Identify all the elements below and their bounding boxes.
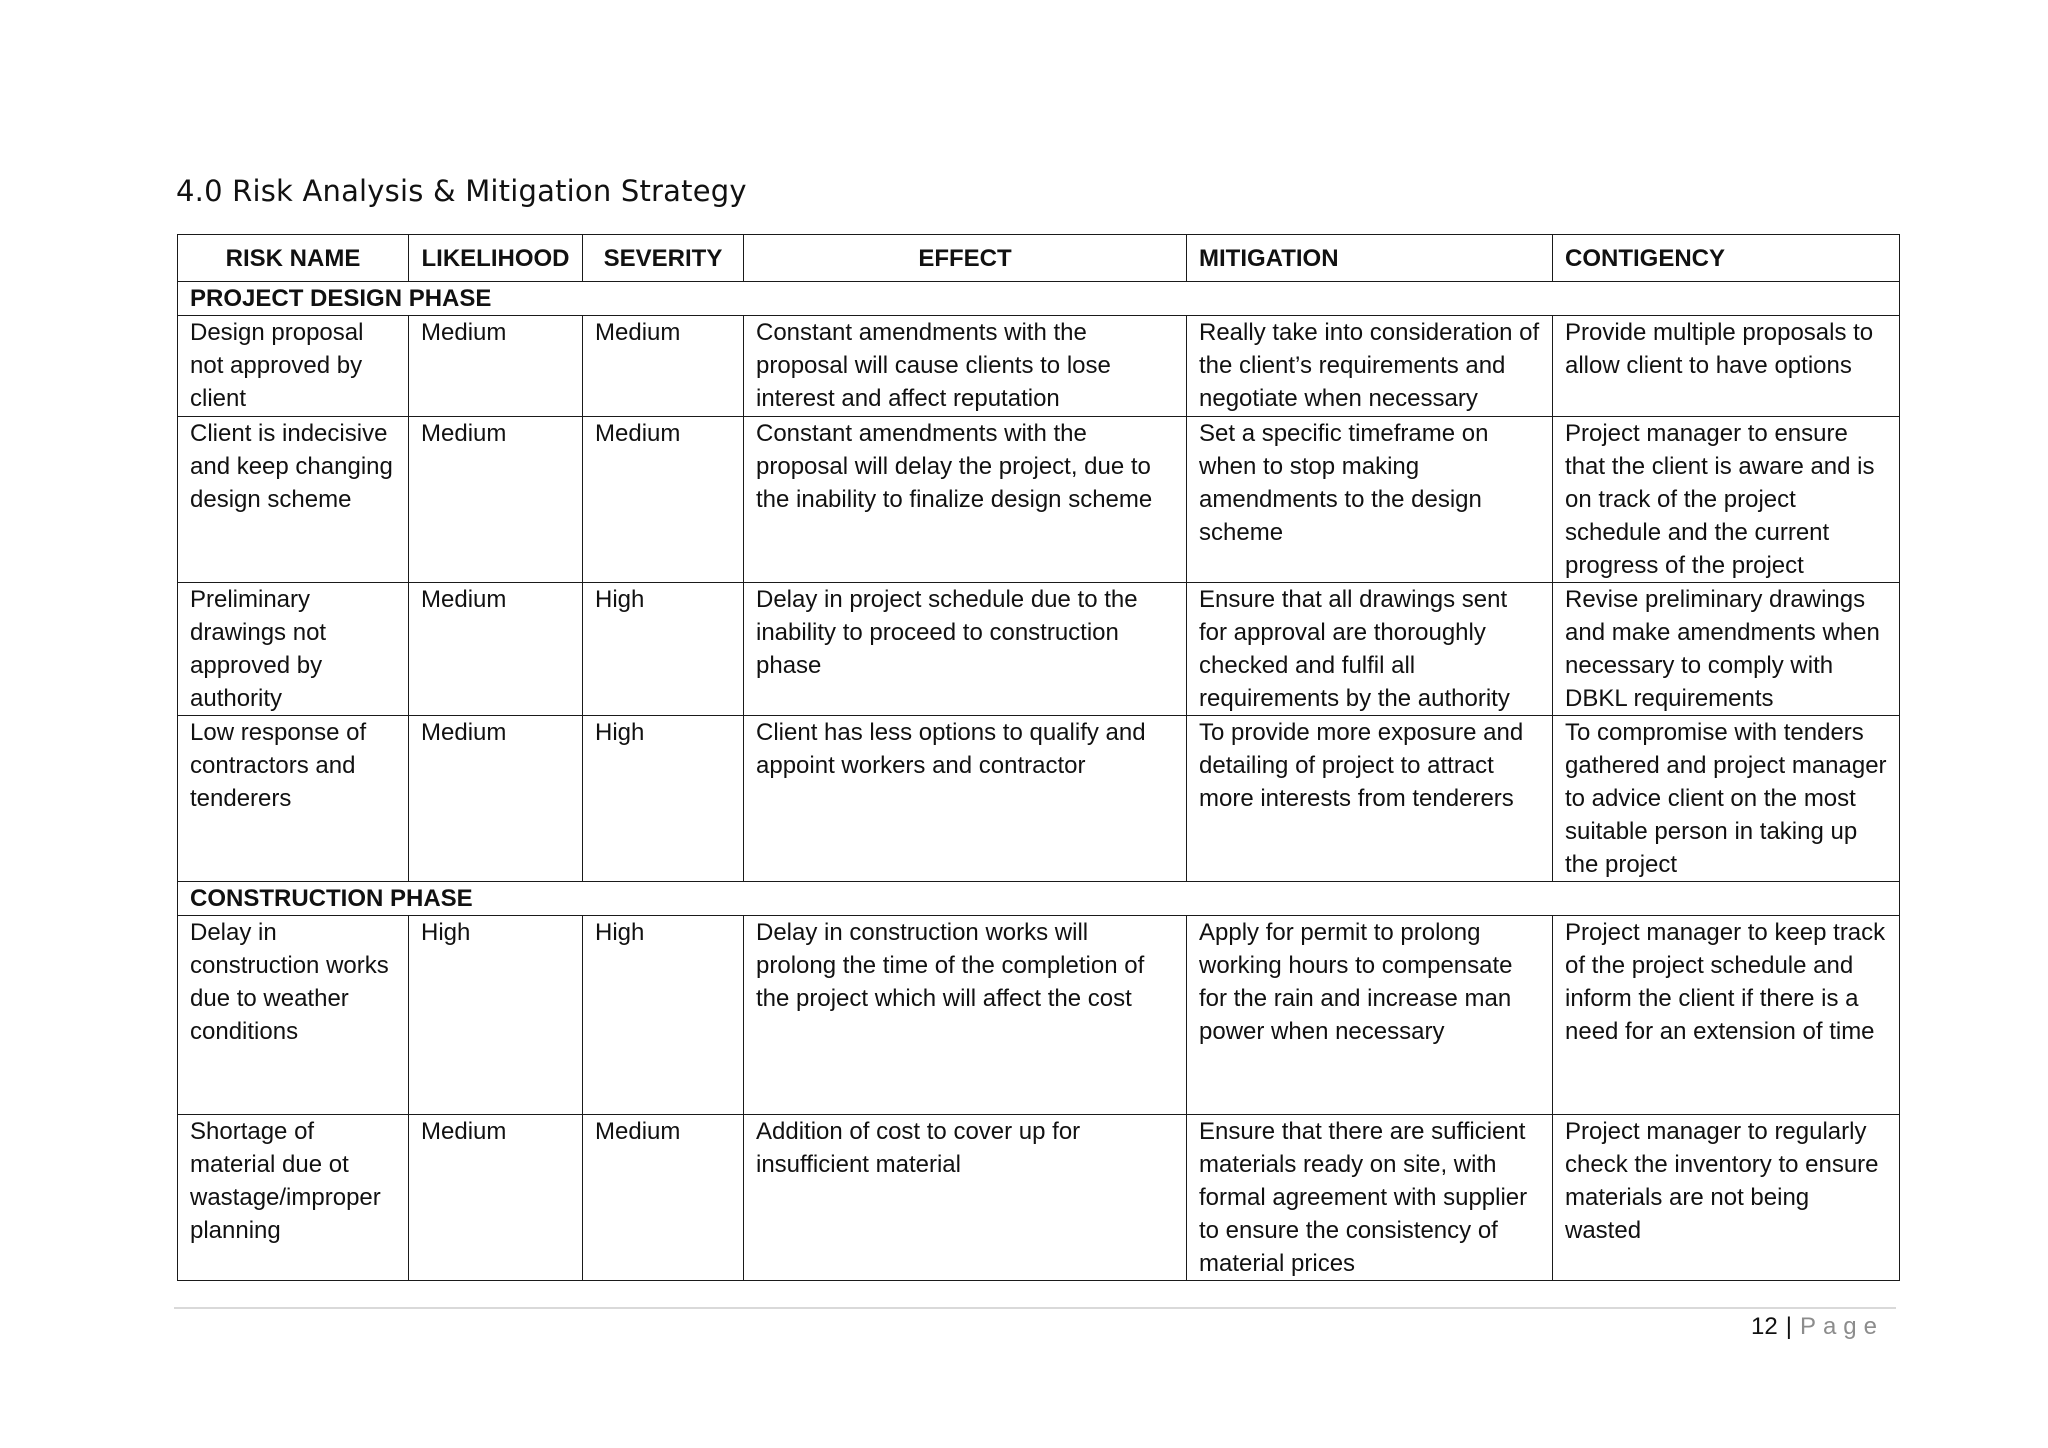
mitigation-cell: Ensure that there are sufficient materials ready on site, with formal agreement with supplier to ensure the consistency of material prices xyxy=(1187,1115,1553,1281)
effect-cell: Client has less options to qualify and appoint workers and contractor xyxy=(744,716,1187,882)
contingency-cell: Project manager to keep track of the project schedule and inform the client if there is a need for an extension of time xyxy=(1553,916,1900,1115)
mitigation-cell: Apply for permit to prolong working hours to compensate for the rain and increase man power when necessary xyxy=(1187,916,1553,1115)
likelihood-cell: High xyxy=(409,916,583,1115)
table-row xyxy=(178,916,1900,1115)
effect-cell: Delay in construction works will prolong the time of the completion of the project which will affect the cost xyxy=(744,916,1187,1115)
phase-label: PROJECT DESIGN PHASE xyxy=(178,282,1900,316)
mitigation-cell: Set a specific timeframe on when to stop making amendments to the design scheme xyxy=(1187,417,1553,583)
page-number: 12 xyxy=(1751,1313,1778,1340)
footer-separator: | xyxy=(1785,1313,1792,1340)
severity-cell: Medium xyxy=(583,316,744,417)
risk-name-cell: Shortage of material due ot wastage/improper planning xyxy=(178,1115,409,1281)
page-title: 4.0 Risk Analysis & Mitigation Strategy xyxy=(176,174,747,208)
severity-cell: High xyxy=(583,583,744,716)
likelihood-cell: Medium xyxy=(409,583,583,716)
page-footer xyxy=(1751,1313,1884,1341)
contingency-cell: To compromise with tenders gathered and project manager to advice client on the most suitable person in taking up the project xyxy=(1553,716,1900,882)
table-row xyxy=(178,583,1900,716)
table-row xyxy=(178,716,1900,882)
phase-label: CONSTRUCTION PHASE xyxy=(178,882,1900,916)
severity-cell: High xyxy=(583,716,744,882)
mitigation-cell: Really take into consideration of the client’s requirements and negotiate when necessary xyxy=(1187,316,1553,417)
effect-cell: Delay in project schedule due to the inability to proceed to construction phase xyxy=(744,583,1187,716)
likelihood-cell: Medium xyxy=(409,716,583,882)
risk-name-cell: Client is indecisive and keep changing design scheme xyxy=(178,417,409,583)
contingency-cell: Project manager to regularly check the inventory to ensure materials are not being wasted xyxy=(1553,1115,1900,1281)
phase-row-design xyxy=(178,282,1900,316)
likelihood-cell: Medium xyxy=(409,316,583,417)
header-contingency: CONTIGENCY xyxy=(1553,235,1900,282)
page-label: Page xyxy=(1799,1313,1884,1340)
severity-cell: High xyxy=(583,916,744,1115)
table-row xyxy=(178,316,1900,417)
effect-cell: Constant amendments with the proposal will delay the project, due to the inability to finalize design scheme xyxy=(744,417,1187,583)
table-row xyxy=(178,417,1900,583)
contingency-cell: Provide multiple proposals to allow client to have options xyxy=(1553,316,1900,417)
footer-divider xyxy=(174,1307,1896,1309)
likelihood-cell: Medium xyxy=(409,1115,583,1281)
contingency-cell: Project manager to ensure that the client is aware and is on track of the project schedule and the current progress of the project xyxy=(1553,417,1900,583)
header-risk-name: RISK NAME xyxy=(178,235,409,282)
contingency-cell: Revise preliminary drawings and make amendments when necessary to comply with DBKL requirements xyxy=(1553,583,1900,716)
header-effect: EFFECT xyxy=(744,235,1187,282)
mitigation-cell: Ensure that all drawings sent for approval are thoroughly checked and fulfil all requirements by the authority xyxy=(1187,583,1553,716)
severity-cell: Medium xyxy=(583,1115,744,1281)
effect-cell: Constant amendments with the proposal will cause clients to lose interest and affect reputation xyxy=(744,316,1187,417)
risk-table xyxy=(177,234,1900,1281)
effect-cell: Addition of cost to cover up for insufficient material xyxy=(744,1115,1187,1281)
header-likelihood: LIKELIHOOD xyxy=(409,235,583,282)
header-mitigation: MITIGATION xyxy=(1187,235,1553,282)
table-header-row xyxy=(178,235,1900,282)
risk-name-cell: Low response of contractors and tenderers xyxy=(178,716,409,882)
mitigation-cell: To provide more exposure and detailing of project to attract more interests from tenderers xyxy=(1187,716,1553,882)
risk-name-cell: Delay in construction works due to weather conditions xyxy=(178,916,409,1115)
risk-name-cell: Design proposal not approved by client xyxy=(178,316,409,417)
likelihood-cell: Medium xyxy=(409,417,583,583)
severity-cell: Medium xyxy=(583,417,744,583)
header-severity: SEVERITY xyxy=(583,235,744,282)
table-row xyxy=(178,1115,1900,1281)
risk-name-cell: Preliminary drawings not approved by authority xyxy=(178,583,409,716)
phase-row-construction xyxy=(178,882,1900,916)
